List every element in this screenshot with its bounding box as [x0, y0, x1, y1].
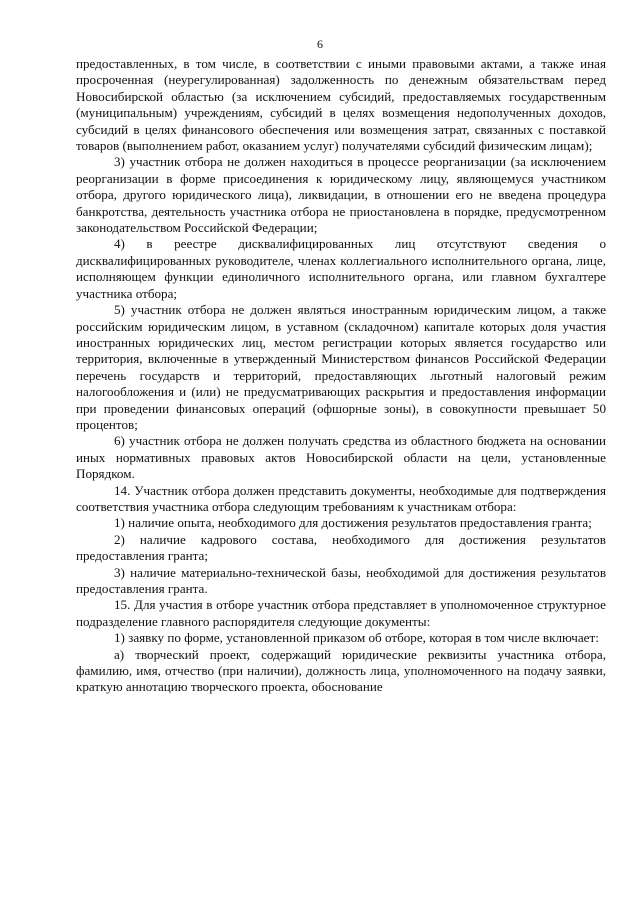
- paragraph-clause-15: 15. Для участия в отборе участник отбора представляет в уполномоченное структурное подразделение главного распорядителя следующие документы:: [76, 597, 606, 629]
- paragraph-item-4: 4) в реестре дисквалифицированных лиц отсутствуют сведения о дисквалифицированных руководителе, членах коллегиального исполнительного органа, лице, исполняющем функции единоличного исполнительного органа, или главном бухгалтере участника отбора;: [76, 236, 606, 301]
- paragraph-clause-15-item-1: 1) заявку по форме, установленной приказом об отборе, которая в том числе включает:: [114, 630, 599, 646]
- paragraph-clause-14-item-3: 3) наличие материально-технической базы, необходимой для достижения результатов предоставления гранта.: [76, 564, 606, 596]
- paragraph-clause-14: 14. Участник отбора должен представить документы, необходимые для подтверждения соответствия участника отбора следующим требованиям к участникам отбора:: [76, 482, 606, 514]
- paragraph-clause-14-item-1: 1) наличие опыта, необходимого для достижения результатов предоставления гранта;: [114, 515, 592, 531]
- paragraph-item-6: 6) участник отбора не должен получать средства из областного бюджета на основании иных нормативных правовых актов Новосибирской области на цели, установленные Порядком.: [76, 433, 606, 482]
- paragraph-clause-15-subitem-a: а) творческий проект, содержащий юридические реквизиты участника отбора, фамилию, имя, отчество (при наличии), должность лица, уполномоченного на подачу заявки, краткую аннотацию творческого проекта, обоснование: [76, 646, 606, 695]
- paragraph-clause-14-item-2: 2) наличие кадрового состава, необходимого для достижения результатов предоставления гранта;: [76, 531, 606, 564]
- document-body: [76, 56, 606, 696]
- paragraph-item-3: 3) участник отбора не должен находиться в процессе реорганизации (за исключением реорганизации в форме присоединения к юридическому лицу, являющемуся участником отбора, другого юридического лица), ликвидации, в отношении его не введена процедура банкротства, деятельность участника отбора не приостановлена в порядке, предусмотренном законодательством Российской Федерации;: [76, 154, 606, 236]
- page-number: 6: [317, 37, 323, 51]
- paragraph-item-5: 5) участник отбора не должен являться иностранным юридическим лицом, а также российским юридическим лицом, в уставном (складочном) капитале которых доля участия иностранных юридических лиц, местом регистрации которых является государство или территория, включенные в утвержденный Министерством финансов Российской Федерации перечень государств и территорий, предоставляющих льготный налоговый режим налогообложения и (или) не предусматривающих раскрытия и предоставления информации при проведении финансовых операций (офшорные зоны), в совокупности превышает 50 процентов;: [76, 302, 606, 432]
- paragraph-continuation: предоставленных, в том числе, в соответствии с иными правовыми актами, а также иная просроченная (неурегулированная) задолженность по денежным обязательствам перед Новосибирской областью (за исключением субсидий, предоставляемых государственным (муниципальным) учреждениям, субсидий в целях возмещения недополученных доходов, субсидий в целях финансового обеспечения или возмещения затрат, связанных с поставкой товаров (выполнением работ, оказанием услуг) получателями субсидий физическим лицам);: [76, 56, 606, 154]
